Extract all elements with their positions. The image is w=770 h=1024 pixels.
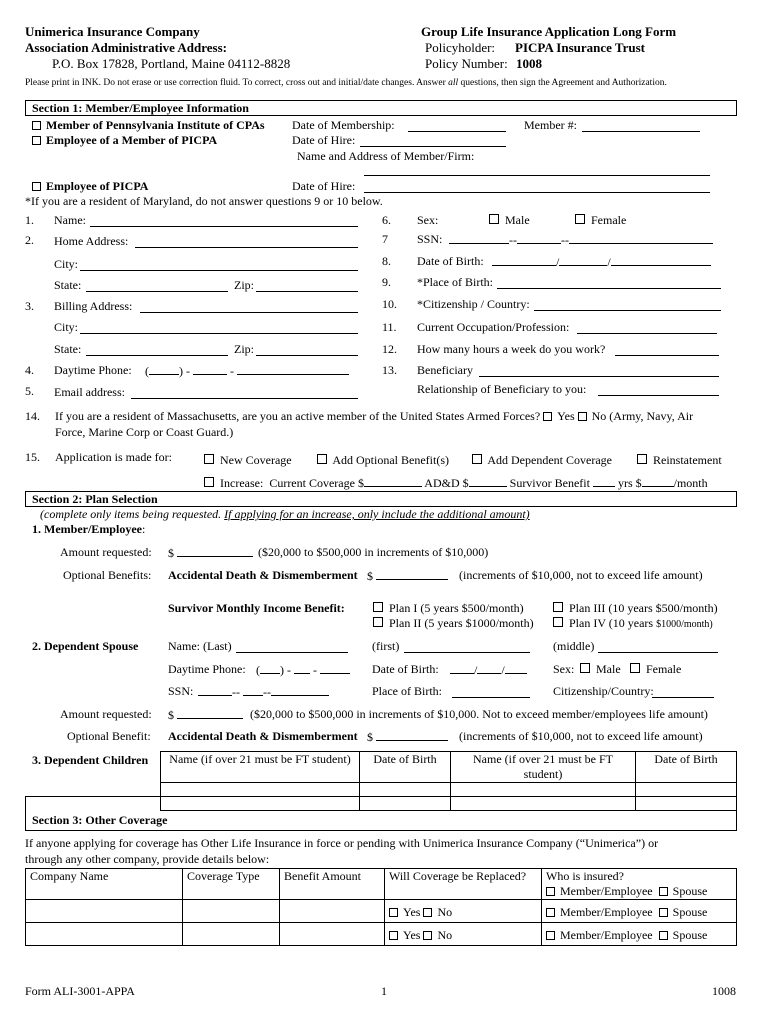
- spouse-add-field[interactable]: $: [367, 729, 448, 745]
- col-benefit-amount: Benefit Amount: [280, 869, 385, 900]
- policy-number: 1008: [516, 56, 542, 71]
- checkbox-icon[interactable]: [630, 663, 640, 673]
- home-address-field[interactable]: [135, 247, 358, 248]
- spouse-optional-label: Optional Benefit:: [67, 729, 151, 743]
- checkbox-icon[interactable]: [546, 887, 555, 896]
- section3-title: Section 3: Other Coverage: [32, 813, 168, 827]
- name-field[interactable]: [90, 226, 358, 227]
- spouse-last-name-field[interactable]: [236, 652, 348, 653]
- zip-label: Zip:: [234, 278, 254, 292]
- date-hire-label: Date of Hire:: [292, 133, 356, 147]
- phone-field[interactable]: ( ) - -: [145, 363, 349, 379]
- section3-divider: [25, 830, 737, 831]
- add-member-label: Accidental Death & Dismemberment: [168, 568, 358, 582]
- checkbox-icon[interactable]: [546, 931, 555, 940]
- checkbox-icon[interactable]: [659, 931, 668, 940]
- checkbox-icon[interactable]: [373, 602, 383, 612]
- checkbox-icon[interactable]: [32, 182, 41, 191]
- col-who-insured: Who is insured? Member/Employee Spouse: [542, 869, 737, 900]
- spouse-phone-field[interactable]: ( ) - -: [256, 662, 350, 678]
- checkbox-icon[interactable]: [389, 931, 398, 940]
- company-name: Unimerica Insurance Company: [25, 24, 200, 39]
- children-col-name-2: Name (if over 21 must be FT student): [451, 752, 636, 783]
- plan-2-option[interactable]: Plan II (5 years $1000/month): [373, 616, 534, 631]
- email-field[interactable]: [131, 398, 358, 399]
- checkbox-icon[interactable]: [580, 663, 590, 673]
- relationship-field[interactable]: [598, 395, 719, 396]
- dependent-children-heading: 3. Dependent Children: [32, 753, 149, 767]
- email-label: Email address:: [54, 385, 125, 399]
- increase-option[interactable]: Increase: Current Coverage $ AD&D $ Survivor Benefit yrs $ /month: [204, 475, 708, 491]
- date-hire-field[interactable]: [360, 146, 506, 147]
- plan-3-option[interactable]: Plan III (10 years $500/month): [553, 601, 718, 616]
- checkbox-icon[interactable]: [546, 908, 555, 917]
- date-hire2-label: Date of Hire:: [292, 179, 356, 193]
- occupation-label: Current Occupation/Profession:: [417, 320, 570, 334]
- spouse-dob-label: Date of Birth:: [372, 662, 439, 676]
- zip-field[interactable]: [256, 291, 358, 292]
- checkbox-icon[interactable]: [204, 477, 214, 487]
- relationship-label: Relationship of Beneficiary to you:: [417, 382, 587, 396]
- checkbox-icon[interactable]: [32, 136, 41, 145]
- name-label: Name:: [54, 213, 86, 227]
- application-for-label: Application is made for:: [55, 450, 172, 464]
- zip2-label: Zip:: [234, 342, 254, 356]
- q6-number: 6.: [382, 213, 391, 227]
- firm-address-field[interactable]: [364, 175, 710, 176]
- amount-requested-label: Amount requested:: [60, 545, 152, 559]
- q14-number: 14.: [25, 409, 40, 423]
- billing-address-label: Billing Address:: [54, 299, 133, 313]
- add-optional-option[interactable]: Add Optional Benefit(s): [317, 453, 449, 468]
- opt-member-picpa[interactable]: Member of Pennsylvania Institute of CPAs: [32, 118, 265, 133]
- section1-title: Section 1: Member/Employee Information: [32, 101, 249, 115]
- amount-requested-field[interactable]: $: [168, 545, 253, 561]
- beneficiary-label: Beneficiary: [417, 363, 473, 377]
- state-field[interactable]: [86, 291, 228, 292]
- citizenship-label: *Citizenship / Country:: [417, 297, 530, 311]
- checkbox-icon[interactable]: [423, 908, 432, 917]
- admin-address: P.O. Box 17828, Portland, Maine 04112-8828: [52, 56, 291, 71]
- checkbox-icon[interactable]: [659, 887, 668, 896]
- occupation-field[interactable]: [577, 333, 717, 334]
- spouse-citizenship-label: Citizenship/Country:: [553, 684, 654, 698]
- checkbox-icon[interactable]: [32, 121, 41, 130]
- benefit-amount-cell-3[interactable]: [280, 923, 385, 946]
- col-replaced: Will Coverage be Replaced?: [385, 869, 542, 900]
- home-address-label: Home Address:: [54, 234, 129, 248]
- children-col-name-1: Name (if over 21 must be FT student): [161, 752, 360, 783]
- replaced-cell-2[interactable]: Yes No: [385, 900, 542, 923]
- section3-intro-1: If anyone applying for coverage has Other Life Insurance in force or pending with Unimerica Insurance Company (“Unimerica”) or: [25, 836, 659, 850]
- maryland-note: *If you are a resident of Maryland, do not answer questions 9 or 10 below.: [25, 194, 383, 208]
- zip2-field[interactable]: [256, 355, 358, 356]
- spouse-pob-field[interactable]: [452, 697, 530, 698]
- footer-form-id: Form ALI-3001-APPA: [25, 984, 135, 998]
- beneficiary-field[interactable]: [479, 376, 719, 377]
- spouse-sex-female-option[interactable]: Female: [630, 662, 681, 677]
- city2-label: City:: [54, 320, 79, 334]
- daytime-phone-label: Daytime Phone:: [54, 363, 132, 377]
- q8-number: 8.: [382, 254, 391, 268]
- checkbox-icon[interactable]: [472, 454, 482, 464]
- q13-number: 13.: [382, 363, 397, 377]
- amount-range-note: ($20,000 to $500,000 in increments of $10,000): [258, 545, 489, 559]
- q15-number: 15.: [25, 450, 40, 464]
- member-number-label: Member #:: [524, 118, 577, 132]
- q9-number: 9.: [382, 275, 391, 289]
- spouse-add-note: (increments of $10,000, not to exceed life amount): [459, 729, 703, 743]
- footer-page-number: 1: [381, 984, 387, 998]
- col-company-name: Company Name: [26, 869, 183, 900]
- coverage-type-cell-3[interactable]: [183, 923, 280, 946]
- spouse-ssn-label: SSN:: [168, 684, 194, 698]
- spouse-dob-field[interactable]: / /: [450, 662, 527, 678]
- spouse-middle-name-label: (middle): [553, 639, 595, 653]
- spouse-pob-label: Place of Birth:: [372, 684, 442, 698]
- add-dependent-option[interactable]: Add Dependent Coverage: [472, 453, 612, 468]
- member-employee-heading: 1. Member/Employee:: [32, 522, 146, 536]
- policy-number-label: Policy Number:: [425, 56, 508, 71]
- form-title: Group Life Insurance Application Long Form: [421, 24, 677, 39]
- section3-intro-2: through any other company, provide details below:: [25, 852, 270, 866]
- name-address-firm-label: Name and Address of Member/Firm:: [297, 149, 475, 163]
- policyholder-value: PICPA Insurance Trust: [515, 40, 646, 55]
- checkbox-icon[interactable]: [423, 931, 432, 940]
- new-coverage-option[interactable]: New Coverage: [204, 453, 292, 468]
- spouse-amount-field[interactable]: $: [168, 707, 243, 723]
- member-number-field[interactable]: [582, 131, 700, 132]
- date-hire2-field[interactable]: [364, 192, 710, 193]
- opt-employee-picpa[interactable]: Employee of PICPA: [32, 179, 148, 194]
- city-field[interactable]: [80, 270, 358, 271]
- sex-female-option[interactable]: Female: [575, 213, 626, 228]
- children-col-dob-2: Date of Birth: [636, 752, 737, 783]
- footer-code: 1008: [712, 984, 736, 998]
- optional-benefits-label: Optional Benefits:: [63, 568, 152, 582]
- checkbox-icon[interactable]: [204, 454, 214, 464]
- spouse-amount-label: Amount requested:: [60, 707, 152, 721]
- pob-label: *Place of Birth:: [417, 275, 493, 289]
- checkbox-icon[interactable]: [575, 214, 585, 224]
- checkbox-icon[interactable]: [553, 602, 563, 612]
- insured-options[interactable]: Member/Employee Spouse: [546, 884, 707, 898]
- spouse-citizenship-field[interactable]: [652, 697, 714, 698]
- checkbox-icon[interactable]: [578, 412, 587, 421]
- q3-number: 3.: [25, 299, 34, 313]
- section2-note: (complete only items being requested. If applying for an increase, only include the additional amount): [40, 507, 530, 521]
- benefit-amount-cell-2[interactable]: [280, 900, 385, 923]
- q1-number: 1.: [25, 213, 34, 227]
- other-coverage-table: [25, 868, 737, 946]
- children-col-dob-1: Date of Birth: [360, 752, 451, 783]
- dob-field[interactable]: / /: [492, 254, 711, 270]
- hours-field[interactable]: [615, 355, 719, 356]
- checkbox-icon[interactable]: [543, 412, 552, 421]
- add-member-field[interactable]: $: [367, 568, 448, 584]
- plan-1-option[interactable]: Plan I (5 years $500/month): [373, 601, 524, 616]
- spouse-last-name-label: Name: (Last): [168, 639, 232, 653]
- reinstatement-option[interactable]: Reinstatement: [637, 453, 722, 468]
- q4-number: 4.: [25, 363, 34, 377]
- spouse-amount-note: ($20,000 to $500,000 in increments of $10,000. Not to exceed member/employees life amount): [250, 707, 708, 721]
- replaced-cell-3[interactable]: Yes No: [385, 923, 542, 946]
- dob-label: Date of Birth:: [417, 254, 484, 268]
- billing-address-field[interactable]: [140, 312, 358, 313]
- opt-employee-of-member[interactable]: Employee of a Member of PICPA: [32, 133, 217, 148]
- state2-label: State:: [54, 342, 82, 356]
- q7-number: 7: [382, 232, 388, 246]
- q14-question: If you are a resident of Massachusetts, are you an active member of the United States Armed Forces? Yes No (Army, Navy, Air: [55, 409, 694, 423]
- sex-male-option[interactable]: Male: [489, 213, 530, 228]
- checkbox-icon[interactable]: [389, 908, 398, 917]
- policyholder-label: Policyholder:: [425, 40, 496, 55]
- checkbox-icon[interactable]: [373, 617, 383, 627]
- state2-field[interactable]: [86, 355, 228, 356]
- q11-number: 11.: [382, 320, 397, 334]
- date-membership-label: Date of Membership:: [292, 118, 395, 132]
- plan-4-option[interactable]: Plan IV (10 years $1000/month): [553, 616, 713, 631]
- date-membership-field[interactable]: [408, 131, 506, 132]
- checkbox-icon[interactable]: [659, 908, 668, 917]
- insured-cell-2[interactable]: Member/Employee Spouse: [542, 900, 737, 923]
- spouse-ssn-field[interactable]: -- --: [198, 684, 329, 700]
- add-member-note: (increments of $10,000, not to exceed life amount): [459, 568, 703, 582]
- sex-label: Sex:: [417, 213, 439, 227]
- hours-label: How many hours a week do you work?: [417, 342, 606, 356]
- spouse-add-label: Accidental Death & Dismemberment: [168, 729, 358, 743]
- spouse-middle-name-field[interactable]: [598, 652, 718, 653]
- col-coverage-type: Coverage Type: [183, 869, 280, 900]
- citizenship-field[interactable]: [534, 310, 721, 311]
- pob-field[interactable]: [497, 288, 721, 289]
- company-name-cell-3[interactable]: [26, 923, 183, 946]
- checkbox-icon[interactable]: [317, 454, 327, 464]
- spouse-sex-male-option[interactable]: Male: [580, 662, 621, 677]
- spouse-first-name-label: (first): [372, 639, 400, 653]
- admin-address-label: Association Administrative Address:: [25, 40, 227, 55]
- q5-number: 5.: [25, 384, 34, 398]
- q14-question-cont: Force, Marine Corp or Coast Guard.): [55, 425, 234, 439]
- q10-number: 10.: [382, 297, 397, 311]
- spouse-phone-label: Daytime Phone:: [168, 662, 246, 676]
- q2-number: 2.: [25, 233, 34, 247]
- spouse-sex-label: Sex:: [553, 662, 575, 676]
- coverage-type-cell-2[interactable]: [183, 900, 280, 923]
- section2-title: Section 2: Plan Selection: [32, 492, 158, 506]
- company-name-cell-2[interactable]: [26, 900, 183, 923]
- dependent-spouse-heading: 2. Dependent Spouse: [32, 639, 139, 653]
- checkbox-icon[interactable]: [489, 214, 499, 224]
- insured-cell-3[interactable]: Member/Employee Spouse: [542, 923, 737, 946]
- city2-field[interactable]: [80, 333, 358, 334]
- state-label: State:: [54, 278, 82, 292]
- ssn-label: SSN:: [417, 232, 443, 246]
- checkbox-icon[interactable]: [553, 617, 563, 627]
- instructions: Please print in INK. Do not erase or use correction fluid. To correct, cross out and initial/date changes. Answer all questions, then sign the Agreement and Authorization.: [25, 78, 667, 88]
- q12-number: 12.: [382, 342, 397, 356]
- spouse-first-name-field[interactable]: [404, 652, 530, 653]
- city-label: City:: [54, 257, 79, 271]
- checkbox-icon[interactable]: [637, 454, 647, 464]
- survivor-income-label: Survivor Monthly Income Benefit:: [168, 601, 345, 615]
- ssn-field[interactable]: -- --: [449, 232, 713, 248]
